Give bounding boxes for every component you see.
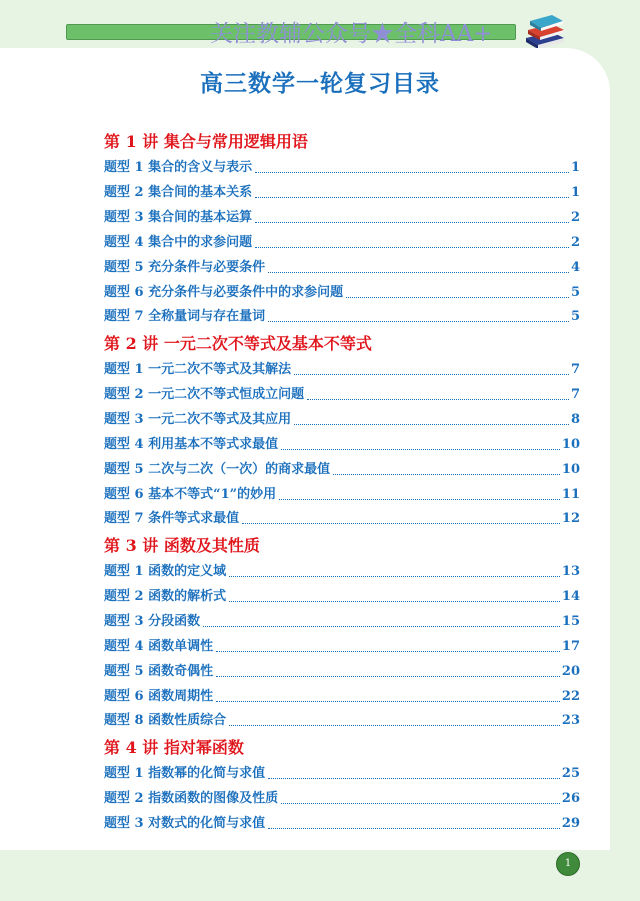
- toc-entry[interactable]: [104, 815, 580, 833]
- toc-entry-label: 题型 3 一元二次不等式及其应用: [104, 411, 292, 427]
- toc-entry-page: 20: [561, 663, 580, 679]
- toc-entry-page: 10: [561, 436, 580, 452]
- toc-entry-label: 题型 6 充分条件与必要条件中的求参问题: [104, 284, 344, 300]
- dot-leader: [229, 724, 560, 726]
- dot-leader: [203, 625, 560, 627]
- chapter-heading[interactable]: 第 2 讲 一元二次不等式及基本不等式: [104, 334, 372, 353]
- dot-leader: [216, 700, 560, 702]
- toc-entry-label: 题型 6 基本不等式“1”的妙用: [104, 486, 277, 502]
- toc-entry-label: 题型 5 二次与二次（一次）的商求最值: [104, 461, 331, 477]
- toc-entry-label: 题型 4 利用基本不等式求最值: [104, 436, 279, 452]
- header-watermark: 关注教辅公众号★全科AA+: [210, 21, 493, 47]
- toc-entry-label: 题型 4 函数单调性: [104, 638, 214, 654]
- toc-entry[interactable]: [104, 688, 580, 706]
- toc-entry-label: 题型 1 指数幂的化简与求值: [104, 766, 266, 781]
- toc-entry-label: 题型 7 条件等式求最值: [104, 511, 240, 527]
- dot-leader: [281, 802, 560, 804]
- toc-entry-page: 22: [561, 688, 580, 704]
- dot-leader: [255, 221, 569, 223]
- dot-leader: [242, 522, 560, 524]
- toc-entry-page: 29: [561, 815, 580, 831]
- toc-entry-page: 15: [561, 613, 580, 629]
- toc-entry[interactable]: [104, 461, 580, 479]
- toc-entry-label: 题型 6 函数周期性: [104, 688, 214, 704]
- toc-entry-label: 题型 2 集合间的基本关系: [104, 184, 253, 200]
- toc-entry[interactable]: [104, 588, 580, 606]
- dot-leader: [255, 246, 569, 248]
- toc-entry[interactable]: [104, 765, 580, 783]
- books-icon: [522, 12, 568, 50]
- dot-leader: [294, 423, 569, 425]
- toc-entry-page: 10: [561, 461, 580, 477]
- chapter-heading[interactable]: 第 3 讲 函数及其性质: [104, 536, 260, 555]
- toc-entry-page: 7: [570, 362, 580, 377]
- toc-entry-page: 5: [570, 309, 580, 325]
- dot-leader: [216, 650, 560, 652]
- dot-leader: [281, 448, 560, 450]
- toc-entry-page: 5: [570, 284, 580, 300]
- toc-entry-label: 题型 1 函数的定义域: [104, 564, 227, 579]
- dot-leader: [346, 296, 569, 298]
- dot-leader: [255, 196, 569, 198]
- toc-entry-label: 题型 4 集合中的求参问题: [104, 234, 253, 250]
- dot-leader: [333, 473, 560, 475]
- toc-entry-label: 题型 2 指数函数的图像及性质: [104, 790, 279, 806]
- page-number-badge: 1: [556, 852, 580, 876]
- toc-entry-label: 题型 3 分段函数: [104, 613, 201, 629]
- toc-entry-page: 1: [570, 184, 580, 200]
- dot-leader: [268, 827, 560, 829]
- toc-entry-label: 题型 5 函数奇偶性: [104, 663, 214, 679]
- toc-entry-page: 2: [570, 209, 580, 225]
- dot-leader: [268, 271, 569, 273]
- toc-entry-label: 题型 1 集合的含义与表示: [104, 160, 253, 175]
- toc-entry[interactable]: [104, 510, 580, 528]
- toc-entry-page: 25: [561, 766, 580, 781]
- toc-entry[interactable]: [104, 411, 580, 429]
- toc-entry[interactable]: [104, 284, 580, 302]
- toc-entry[interactable]: [104, 790, 580, 808]
- toc-entry[interactable]: [104, 638, 580, 656]
- dot-leader: [216, 675, 560, 677]
- toc-entry-page: 1: [570, 160, 580, 175]
- toc-entry-page: 26: [561, 790, 580, 806]
- dot-leader: [229, 575, 560, 577]
- toc-entry-label: 题型 7 全称量词与存在量词: [104, 309, 266, 325]
- toc-entry[interactable]: [104, 308, 580, 326]
- dot-leader: [268, 320, 569, 322]
- chapter-heading[interactable]: 第 1 讲 集合与常用逻辑用语: [104, 132, 308, 151]
- toc-entry-page: 14: [561, 588, 580, 604]
- toc-entry-page: 2: [570, 234, 580, 250]
- toc-entry-page: 4: [570, 259, 580, 275]
- toc-entry[interactable]: [104, 712, 580, 730]
- toc-entry-label: 题型 3 对数式的化简与求值: [104, 815, 266, 831]
- dot-leader: [307, 398, 569, 400]
- dot-leader: [268, 777, 560, 779]
- toc-entry[interactable]: [104, 159, 580, 177]
- page-title: 高三数学一轮复习目录: [200, 70, 440, 97]
- toc-entry-page: 7: [570, 386, 580, 402]
- dot-leader: [279, 498, 560, 500]
- toc-entry[interactable]: [104, 361, 580, 379]
- toc-entry-label: 题型 5 充分条件与必要条件: [104, 259, 266, 275]
- toc-entry[interactable]: [104, 234, 580, 252]
- toc-entry[interactable]: [104, 184, 580, 202]
- toc-entry-label: 题型 2 函数的解析式: [104, 588, 227, 604]
- toc-entry[interactable]: [104, 563, 580, 581]
- toc-entry-page: 8: [570, 411, 580, 427]
- toc-entry[interactable]: [104, 259, 580, 277]
- toc-entry[interactable]: [104, 613, 580, 631]
- toc-entry-page: 11: [561, 486, 580, 502]
- toc-entry-page: 13: [561, 564, 580, 579]
- chapter-heading[interactable]: 第 4 讲 指对幂函数: [104, 738, 244, 757]
- toc-entry-page: 17: [561, 638, 580, 654]
- toc-entry-label: 题型 2 一元二次不等式恒成立问题: [104, 386, 305, 402]
- toc-entry[interactable]: [104, 436, 580, 454]
- toc-entry-label: 题型 1 一元二次不等式及其解法: [104, 362, 292, 377]
- toc-entry-label: 题型 8 函数性质综合: [104, 713, 227, 729]
- toc-entry-page: 12: [561, 511, 580, 527]
- dot-leader: [255, 171, 569, 173]
- toc-entry[interactable]: [104, 209, 580, 227]
- dot-leader: [229, 600, 560, 602]
- toc-entry[interactable]: [104, 386, 580, 404]
- toc-entry-label: 题型 3 集合间的基本运算: [104, 209, 253, 225]
- dot-leader: [294, 373, 569, 375]
- toc-entry[interactable]: [104, 663, 580, 681]
- toc-entry[interactable]: [104, 486, 580, 504]
- toc-entry-page: 23: [561, 713, 580, 729]
